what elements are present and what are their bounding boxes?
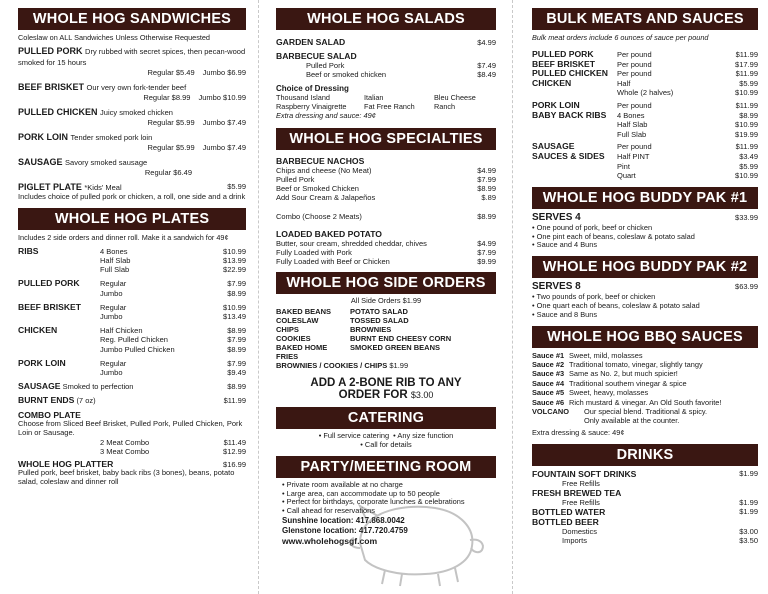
pak-bullet: • Two pounds of pork, beef or chicken xyxy=(532,292,656,302)
salads-banner: WHOLE HOG SALADS xyxy=(276,8,496,30)
regular-price: Regular $5.99 xyxy=(147,143,195,152)
item-size: (7 oz) xyxy=(76,396,96,406)
bulk-price: $11.99 xyxy=(735,69,758,79)
plate-option: Full Slab xyxy=(100,265,130,275)
catering-banner: CATERING xyxy=(276,407,496,429)
side-item: BROWNIES xyxy=(350,325,392,335)
side-item: SMOKED GREEN BEANS xyxy=(350,343,441,353)
salad-option: Beef or smoked chicken xyxy=(306,70,387,79)
sauce-extra-note: Extra dressing & sauce: 49¢ xyxy=(532,427,625,437)
sunshine-location: Sunshine location: 417.868.0042 xyxy=(282,515,405,525)
item-name: PORK LOIN xyxy=(18,132,69,142)
plate-price: $13.49 xyxy=(223,312,246,322)
regular-price: Regular $6.49 xyxy=(144,168,192,177)
drinks-banner: DRINKS xyxy=(532,444,758,466)
item-name: SAUSAGE xyxy=(18,157,63,167)
catering-info xyxy=(276,432,496,450)
plate-option: 3 Meat Combo xyxy=(100,447,150,457)
drink-note: Free Refills xyxy=(562,497,600,507)
pak-bullet: • One pound of pork, beef or chicken xyxy=(532,222,653,232)
catering-line: • Call for details xyxy=(360,439,412,449)
fold-line-left xyxy=(258,0,259,594)
dressing-choices xyxy=(276,84,496,120)
item-desc: Choose from Sliced Beef Brisket, Pulled Pork, Pulled Chicken, Pork Loin or Sausage. xyxy=(18,419,243,438)
whole-hog-platter xyxy=(18,460,246,487)
rib-addon xyxy=(276,377,496,401)
dressing-option: Bleu Cheese xyxy=(434,93,476,102)
party-banner: PARTY/MEETING ROOM xyxy=(276,456,496,478)
bulk-unit: Half Slab xyxy=(617,120,648,130)
bulk-unit: Half xyxy=(617,78,631,88)
item-name: PULLED PORK xyxy=(18,46,83,56)
sides-banner: WHOLE HOG SIDE ORDERS xyxy=(276,272,496,294)
side-item: TOSSED SALAD xyxy=(350,316,409,326)
item-name: BARBECUE SALAD xyxy=(276,51,357,61)
sandwich-item xyxy=(18,157,246,177)
bulk-item: CHICKEN xyxy=(532,77,572,88)
plate-price: $12.99 xyxy=(223,447,246,457)
drink-name: BOTTLED BEER xyxy=(532,516,599,527)
item-price: $16.99 xyxy=(223,460,246,470)
drink-price: $3.50 xyxy=(739,535,758,545)
item-name: BURNT ENDS xyxy=(18,395,75,406)
salad-price: $8.49 xyxy=(477,70,496,79)
buddy-pak-1 xyxy=(532,212,758,250)
bulk-note: Bulk meat orders include 6 ounces of sauce per pound xyxy=(532,33,709,42)
bulk-item: BABY BACK RIBS xyxy=(532,109,607,120)
plate-option: Jumbo xyxy=(100,288,123,298)
sauce-name: VOLCANO xyxy=(532,406,569,416)
bulk-unit: Whole (2 halves) xyxy=(617,88,674,98)
potato-price: $9.99 xyxy=(477,257,496,267)
plate-option: Half Slab xyxy=(100,256,131,265)
bulk-unit: Per pound xyxy=(617,50,652,59)
website-link[interactable]: www.wholehogsgf.com xyxy=(282,535,378,546)
serves-label: SERVES 4 xyxy=(532,211,581,223)
item-desc: Includes choice of pulled pork or chicken, a roll, one side and a drink xyxy=(18,192,246,201)
plate-option: Regular xyxy=(100,358,127,368)
nacho-price: $8.99 xyxy=(477,184,496,194)
buddy-pak-2 xyxy=(532,281,758,319)
item-price: $8.99 xyxy=(227,382,246,392)
plate-price: $9.49 xyxy=(227,368,246,378)
bulk-price: $10.99 xyxy=(735,88,758,98)
side-list xyxy=(276,307,496,371)
nacho-option: Add Sour Cream & Jalapeños xyxy=(276,193,376,203)
sauce-list xyxy=(532,351,758,438)
item-desc: Savory smoked sausage xyxy=(65,158,148,167)
potato-option: Butter, sour cream, shredded cheddar, chives xyxy=(276,239,427,249)
bulk-price: $3.49 xyxy=(739,151,758,161)
dressing-option: Ranch xyxy=(434,101,456,111)
drink-note: Free Refills xyxy=(562,478,600,488)
glenstone-location: Glenstone location: 417.720.4759 xyxy=(282,525,408,535)
plate-option: 2 Meat Combo xyxy=(100,437,150,447)
side-item: BAKED BEANS xyxy=(276,307,332,317)
plate-price: $11.49 xyxy=(223,437,246,447)
side-extras xyxy=(276,361,496,371)
nacho-price: $4.99 xyxy=(477,166,496,176)
bulk-item xyxy=(532,171,617,181)
pak-bullet: • One quart each of beans, coleslaw & potato salad xyxy=(532,300,700,310)
side-extras-label: BROWNIES / COOKIES / CHIPS xyxy=(276,361,388,371)
sauce-desc: Our special blend. Traditional & spicy. xyxy=(584,406,708,416)
plate-price: $7.99 xyxy=(227,279,246,289)
drink-price: $1.99 xyxy=(739,468,758,478)
item-desc: Dry rubbed with secret spices, then pecan-wood smoked for 15 hours xyxy=(18,47,246,67)
item-name: PIGLET PLATE xyxy=(18,182,82,192)
side-item: BAKED HOME FRIES xyxy=(276,343,328,362)
bulk-item: SAUCES & SIDES xyxy=(532,150,605,161)
bulk-unit: Per pound xyxy=(617,100,652,110)
sauce-name: Sauce #5 xyxy=(532,388,565,398)
plate-option: Jumbo Pulled Chicken xyxy=(100,344,175,354)
plate-price: $10.99 xyxy=(223,302,246,312)
item-desc: Tender smoked pork loin xyxy=(70,133,153,142)
bulk-unit: Full Slab xyxy=(617,129,647,139)
bulk-item: PORK LOIN xyxy=(532,99,580,110)
item-desc: Smoked to perfection xyxy=(62,382,134,392)
sides-note: All Side Orders $1.99 xyxy=(350,296,422,306)
specialties-banner: WHOLE HOG SPECIALTIES xyxy=(276,128,496,150)
bulk-item: PULLED CHICKEN xyxy=(532,68,608,79)
item-desc: Our very own fork-tender beef xyxy=(86,83,187,92)
party-bullet: • Private room available at no charge xyxy=(282,479,403,489)
sauce-name: Sauce #2 xyxy=(532,359,565,369)
dressing-note: Extra dressing and sauce: 49¢ xyxy=(276,110,376,120)
plate-price: $13.99 xyxy=(223,256,246,265)
bulk-price: $8.99 xyxy=(739,110,758,120)
party-bullet: • Call ahead for reservations xyxy=(282,506,375,516)
pak-price: $33.99 xyxy=(735,212,758,222)
nacho-price: $7.99 xyxy=(477,175,496,185)
catering-line: • Any size function xyxy=(393,431,454,441)
sandwiches-banner: WHOLE HOG SANDWICHES xyxy=(18,8,246,30)
bulk-item xyxy=(532,88,617,98)
potato-option: Fully Loaded with Pork xyxy=(276,248,352,258)
bbq-salad xyxy=(276,51,496,79)
dressing-option: Italian xyxy=(364,93,384,102)
regular-price: Regular $5.99 xyxy=(147,118,195,127)
plate-name: CHICKEN xyxy=(18,325,58,336)
combo-plate xyxy=(18,410,246,456)
side-extras-price: $1.99 xyxy=(389,361,409,371)
bulk-banner: BULK MEATS AND SAUCES xyxy=(532,8,758,30)
plates-banner: WHOLE HOG PLATES xyxy=(18,208,246,230)
bulk-item: BEEF BRISKET xyxy=(532,58,596,69)
plate-option: 4 Bones xyxy=(100,246,128,256)
bulk-unit: Per pound xyxy=(617,142,652,152)
beer-type: Domestics xyxy=(562,526,598,536)
plate-group xyxy=(18,247,246,275)
plate-price: $10.99 xyxy=(223,246,246,256)
sauce-name: Sauce #3 xyxy=(532,369,565,379)
bulk-price: $10.99 xyxy=(735,120,758,130)
plate-group xyxy=(18,359,246,377)
sandwich-item xyxy=(18,132,246,152)
item-name: COMBO PLATE xyxy=(18,410,81,421)
plate-group xyxy=(18,303,246,321)
salad-option: Pulled Pork xyxy=(306,61,345,70)
potato-option: Fully Loaded with Beef or Chicken xyxy=(276,257,390,267)
drink-price: $1.99 xyxy=(739,497,758,507)
plate-price: $7.99 xyxy=(227,358,246,368)
plate-price: $7.99 xyxy=(227,335,246,345)
sauce-name: Sauce #6 xyxy=(532,397,565,407)
drink-name: BOTTLED WATER xyxy=(532,506,606,517)
bulk-item xyxy=(532,162,617,172)
item-name: WHOLE HOG PLATTER xyxy=(18,459,114,470)
burnt-ends xyxy=(18,396,246,405)
side-item: POTATO SALAD xyxy=(350,307,408,317)
drink-price: $3.00 xyxy=(739,526,758,536)
jumbo-price: Jumbo $7.49 xyxy=(202,143,246,152)
plate-option: Reg. Pulled Chicken xyxy=(100,335,168,345)
rib-addon-line1: ADD A 2-BONE RIB TO ANY xyxy=(310,377,462,390)
potato-price: $4.99 xyxy=(477,239,496,249)
nacho-option: Chips and cheese (No Meat) xyxy=(276,166,372,176)
nachos xyxy=(276,156,496,202)
item-name: BARBECUE NACHOS xyxy=(276,156,365,167)
drink-name: FOUNTAIN SOFT DRINKS xyxy=(532,468,637,479)
sandwich-item xyxy=(18,46,246,77)
plate-option: Jumbo xyxy=(100,312,123,322)
buddy-pak-2-banner: WHOLE HOG BUDDY PAK #2 xyxy=(532,256,758,278)
plate-group xyxy=(18,279,246,297)
item-name: SAUSAGE xyxy=(18,381,61,392)
serves-label: SERVES 8 xyxy=(532,281,581,293)
bulk-unit: 4 Bones xyxy=(617,110,645,120)
sandwich-item xyxy=(18,107,246,127)
dressing-option: Raspberry Vinaigrette xyxy=(276,101,347,111)
dressing-option: Fat Free Ranch xyxy=(364,101,415,111)
bulk-price: $5.99 xyxy=(739,161,758,171)
sauce-desc: Sweet, heavy, molasses xyxy=(569,388,649,398)
sauce-desc: Rich mustard & vinegar. An Old South favorite! xyxy=(569,397,722,407)
jumbo-price: Jumbo $7.49 xyxy=(202,118,246,127)
sauce-desc: Sweet, mild, molasses xyxy=(569,350,643,360)
bulk-item: PULLED PORK xyxy=(532,49,594,59)
plate-option: Jumbo xyxy=(100,368,123,378)
plate-price: $8.99 xyxy=(227,326,246,336)
sandwiches-note: Coleslaw on ALL Sandwiches Unless Otherwise Requested xyxy=(18,33,210,42)
item-price: $11.99 xyxy=(223,396,246,406)
bulk-unit: Per pound xyxy=(617,69,652,79)
bbq-sauces-banner: WHOLE HOG BBQ SAUCES xyxy=(532,326,758,348)
catering-line: • Full service catering xyxy=(318,431,390,441)
plate-price: $8.99 xyxy=(227,288,246,298)
party-bullet: • Large area, can accommodate up to 50 people xyxy=(282,488,440,498)
column-middle xyxy=(276,8,496,547)
fold-line-right xyxy=(512,0,513,594)
bulk-item xyxy=(532,120,617,130)
bulk-unit: Pint xyxy=(617,161,630,171)
salad-price: $7.49 xyxy=(477,61,496,70)
side-item: BURNT END CHEESY CORN xyxy=(350,334,452,344)
potato-price: $7.99 xyxy=(477,248,496,258)
regular-price: Regular $5.49 xyxy=(147,68,195,77)
rib-addon-line2: ORDER FOR xyxy=(338,389,408,402)
loaded-potato xyxy=(276,229,496,266)
plate-option: Half Chicken xyxy=(100,326,143,336)
pak-bullet: • One pint each of beans, coleslaw & potato salad xyxy=(532,231,695,241)
pak-bullet: • Sauce and 4 Buns xyxy=(532,240,598,250)
piglet-plate xyxy=(18,182,246,202)
sauce-desc: Traditional southern vinegar & spice xyxy=(569,378,687,388)
sandwich-item xyxy=(18,82,246,102)
garden-salad xyxy=(276,38,496,47)
dressing-option: Thousand Island xyxy=(276,93,330,102)
plate-name: RIBS xyxy=(18,245,39,256)
bulk-list xyxy=(532,50,758,181)
sauce-desc: Traditional tomato, vinegar, slightly tangy xyxy=(569,359,703,369)
sauce-name: Sauce #1 xyxy=(532,350,565,360)
combo-price: $8.99 xyxy=(477,212,496,222)
nacho-price: $.89 xyxy=(481,193,496,203)
item-name: LOADED BAKED POTATO xyxy=(276,229,382,240)
bulk-unit: Half PINT xyxy=(617,151,650,161)
bulk-price: $19.99 xyxy=(735,129,758,139)
bulk-price: $10.99 xyxy=(735,171,758,181)
nacho-option: Pulled Pork xyxy=(276,175,315,185)
side-item: COOKIES xyxy=(276,334,311,344)
bulk-price: $5.99 xyxy=(739,78,758,88)
drink-price: $1.99 xyxy=(739,506,758,516)
sausage-plate xyxy=(18,382,246,391)
nacho-option: Beef or Smoked Chicken xyxy=(276,184,359,194)
pak-bullet: • Sauce and 8 Buns xyxy=(532,309,598,319)
plate-price: $22.99 xyxy=(223,265,246,275)
item-name: BEEF BRISKET xyxy=(18,82,85,92)
jumbo-price: Jumbo $10.99 xyxy=(198,93,246,102)
bulk-unit: Per pound xyxy=(617,59,652,69)
bulk-item: SAUSAGE xyxy=(532,141,575,152)
regular-price: Regular $8.99 xyxy=(143,93,191,102)
item-price: $5.99 xyxy=(227,182,246,191)
bulk-price: $11.99 xyxy=(735,100,758,110)
plate-name: PORK LOIN xyxy=(18,357,66,368)
specialty-combo xyxy=(276,212,496,221)
combo-label: Combo (Choose 2 Meats) xyxy=(276,212,362,222)
bulk-price: $17.99 xyxy=(735,59,758,69)
side-item: CHIPS xyxy=(276,325,299,335)
side-item: COLESLAW xyxy=(276,316,319,326)
plate-name: BEEF BRISKET xyxy=(18,301,82,312)
party-bullet: • Perfect for birthdays, corporate lunches & celebrations xyxy=(282,497,465,507)
item-price: $4.99 xyxy=(477,38,496,47)
item-desc: Pulled pork, beef brisket, baby back ribs (3 bones), beans, potato salad, coleslaw and dinner roll xyxy=(18,468,235,487)
bulk-price: $11.99 xyxy=(735,142,758,152)
sauce-name: Sauce #4 xyxy=(532,378,565,388)
sauce-desc: Only available at the counter. xyxy=(584,416,680,426)
bulk-unit: Quart xyxy=(617,171,636,181)
bulk-price: $11.99 xyxy=(735,50,758,59)
item-name: PULLED CHICKEN xyxy=(18,107,98,117)
buddy-pak-1-banner: WHOLE HOG BUDDY PAK #1 xyxy=(532,187,758,209)
plate-group xyxy=(18,326,246,354)
drink-name: FRESH BREWED TEA xyxy=(532,487,622,498)
drink-list xyxy=(532,469,758,545)
kids-tag: *Kids' Meal xyxy=(84,183,122,192)
dressing-title: Choice of Dressing xyxy=(276,84,349,93)
item-desc: Juicy smoked chicken xyxy=(100,108,173,117)
pak-price: $63.99 xyxy=(735,282,758,292)
jumbo-price: Jumbo $6.99 xyxy=(202,68,246,77)
plate-option: Regular xyxy=(100,302,127,312)
plates-note: Includes 2 side orders and dinner roll. Make it a sandwich for 49¢ xyxy=(18,232,229,242)
rib-addon-price: $3.00 xyxy=(410,390,434,401)
item-name: GARDEN SALAD xyxy=(276,37,346,47)
plate-name: PULLED PORK xyxy=(18,278,80,289)
bulk-item xyxy=(532,130,617,140)
column-left xyxy=(18,8,246,491)
plate-price: $8.99 xyxy=(227,344,246,354)
plate-option: Regular xyxy=(100,279,127,289)
column-right xyxy=(532,8,758,545)
pig-watermark-icon xyxy=(340,488,490,588)
beer-type: Imports xyxy=(562,535,588,545)
sauce-desc: Same as No. 2, but much spicier! xyxy=(569,369,678,379)
